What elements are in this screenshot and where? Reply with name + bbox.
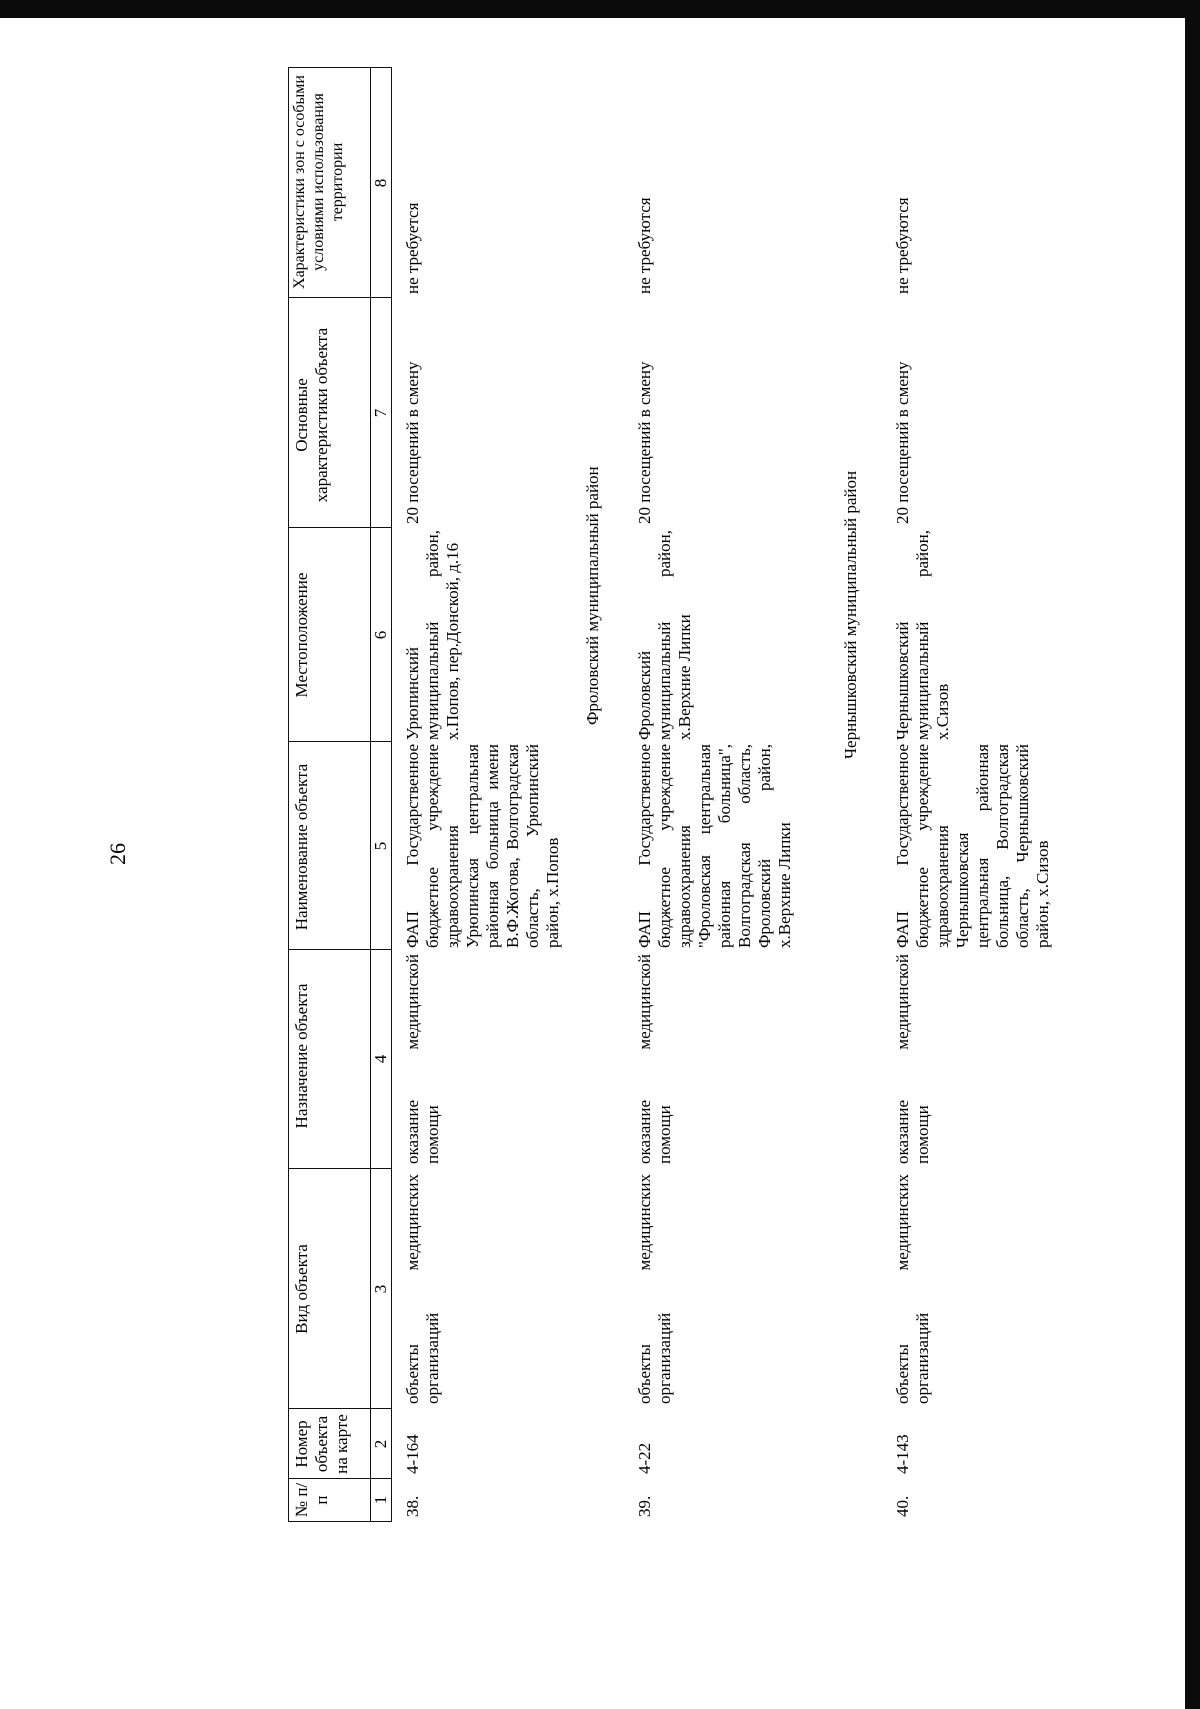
object-characteristics: 20 посещений в смену [893,361,912,524]
row-number: 39. [635,1495,654,1517]
column-number: 5 [371,841,390,851]
map-number: 4-164 [403,1434,422,1474]
header-map-number: Номер объекта на карте [292,1414,351,1474]
map-number: 4-22 [635,1442,654,1474]
object-name: ФАП Государственное бюджетное учреждение здравоохранения Чернышковская центральная районная больница, Волгоградская область, Чернышковский район, х.Сизов [893,744,1052,948]
map-number: 4-143 [893,1434,912,1474]
special-zones: не требуются [893,197,912,294]
page-number: 26 [105,843,130,865]
row-number: 38. [403,1495,422,1517]
table-top-border [288,67,289,1522]
table-right-border [288,67,391,68]
row-number: 40. [893,1495,912,1517]
object-type: объекты медицинских организаций [403,1174,442,1404]
object-purpose: оказание медицинской помощи [893,954,932,1164]
header-object-name: Наименование объекта [292,763,311,931]
column-divider [288,741,391,742]
header-location: Местоположение [292,572,311,698]
special-zones: не требуются [635,197,654,294]
column-divider [288,527,391,528]
table-left-border [288,1521,391,1522]
object-purpose: оказание медицинской помощи [635,954,674,1164]
object-characteristics: 20 посещений в смену [635,361,654,524]
column-numbers-bottom-border [391,67,392,1522]
column-number: 8 [371,178,390,188]
column-number: 6 [371,630,390,640]
column-divider [288,1408,391,1409]
object-location: Фроловский муниципальный район, х.Верхние Липки [635,530,694,740]
special-zones: не требуется [403,202,422,294]
object-characteristics: 20 посещений в смену [403,361,422,524]
object-name: ФАП Государственное бюджетное учреждение здравоохранения Урюпинская центральная районная больница имени В.Ф.Жогова, Волгоградская область, Урюпинский район, х.Попов [403,744,562,948]
header-number: № п/п [292,1482,331,1518]
column-number: 1 [371,1495,390,1505]
header-object-type: Вид объекта [292,1244,311,1334]
column-divider [288,297,391,298]
column-number: 4 [371,1054,390,1064]
objects-table [288,67,1200,1522]
column-number: 7 [371,408,390,418]
header-special-zones: Характеристики зон с особыми условиями использования территории [291,75,346,289]
header-object-purpose: Назначение объекта [292,983,311,1129]
section-heading: Фроловский муниципальный район [583,466,602,725]
section-heading: Чернышковский муниципальный район [841,470,860,759]
column-divider [288,1168,391,1169]
column-divider [288,949,391,950]
object-location: Урюпинский муниципальный район, х.Попов, пер.Донской, д.16 [403,530,462,740]
object-name: ФАП Государственное бюджетное учреждение здравоохранения "Фроловская центральная районная больница", Волгоградская область, Фроловский район, х.Верхние Липки [635,744,794,948]
scan-border-top [0,0,1200,18]
column-divider [288,1478,391,1479]
object-type: объекты медицинских организаций [893,1174,932,1404]
object-location: Чернышковский муниципальный район, х.Сизов [893,530,952,740]
header-characteristics: Основные характеристики объекта [292,327,331,503]
column-number: 2 [371,1439,390,1449]
object-type: объекты медицинских организаций [635,1174,674,1404]
column-number: 3 [371,1284,390,1294]
object-purpose: оказание медицинской помощи [403,954,442,1164]
